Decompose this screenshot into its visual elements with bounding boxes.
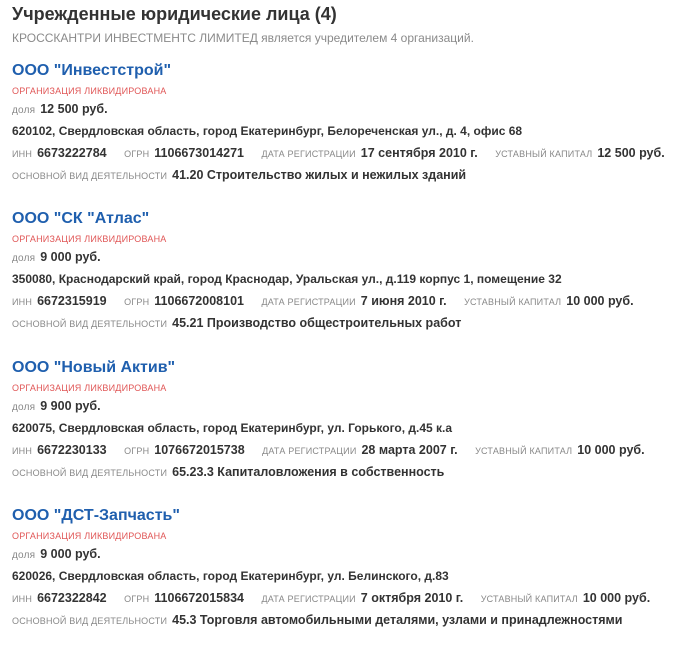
inn-label: ИНН xyxy=(12,594,33,604)
share-value: 9 900 руб. xyxy=(40,399,101,413)
share-label: доля xyxy=(12,105,36,116)
org-card xyxy=(12,357,672,483)
inn-value: 6672322842 xyxy=(37,591,107,605)
inn-value: 6673222784 xyxy=(37,146,107,160)
activity-row xyxy=(12,461,672,483)
org-address: 620102, Свердловская область, город Екатеринбург, Белореченская ул., д. 4, офис 68 xyxy=(12,124,523,138)
ogrn-value: 1106673014271 xyxy=(154,146,244,160)
share-row xyxy=(12,246,672,268)
share-row xyxy=(12,543,672,565)
org-status: ОРГАНИЗАЦИЯ ЛИКВИДИРОВАНА xyxy=(12,234,167,244)
ogrn-value: 1076672015738 xyxy=(154,443,245,457)
activity-value: 41.20 Строительство жилых и нежилых зданий xyxy=(172,168,467,182)
ogrn-label: ОГРН xyxy=(124,594,150,604)
capital-value: 10 000 руб. xyxy=(577,443,645,457)
address-row xyxy=(12,565,672,587)
ids-row xyxy=(12,142,672,164)
inn-label: ИНН xyxy=(12,297,33,307)
ogrn-value: 1106672015834 xyxy=(154,591,244,605)
reg-date-value: 17 сентября 2010 г. xyxy=(360,146,478,160)
ogrn-label: ОГРН xyxy=(124,149,150,159)
ogrn-label: ОГРН xyxy=(124,446,150,456)
capital-value: 10 000 руб. xyxy=(566,294,634,308)
reg-date-value: 7 октября 2010 г. xyxy=(360,591,464,605)
org-address: 620026, Свердловская область, город Екатеринбург, ул. Белинского, д.83 xyxy=(12,569,449,583)
ogrn-label: ОГРН xyxy=(124,297,150,307)
reg-date-value: 28 марта 2007 г. xyxy=(361,443,458,457)
address-row xyxy=(12,417,672,439)
reg-date-label: ДАТА РЕГИСТРАЦИИ xyxy=(262,446,357,456)
share-value: 12 500 руб. xyxy=(40,102,108,116)
activity-row xyxy=(12,164,672,186)
ogrn-value: 1106672008101 xyxy=(154,294,244,308)
activity-value: 65.23.3 Капиталовложения в собственность xyxy=(172,465,445,479)
reg-date-label: ДАТА РЕГИСТРАЦИИ xyxy=(261,297,356,307)
ids-row xyxy=(12,587,672,609)
org-name-link[interactable]: ООО "Новый Актив" xyxy=(12,359,176,376)
capital-value: 12 500 руб. xyxy=(597,146,665,160)
reg-date-label: ДАТА РЕГИСТРАЦИИ xyxy=(261,149,356,159)
org-address: 620075, Свердловская область, город Екатеринбург, ул. Горького, д.45 к.а xyxy=(12,421,453,435)
share-label: доля xyxy=(12,402,36,413)
org-card xyxy=(12,505,672,631)
ids-row xyxy=(12,439,672,461)
org-name-link[interactable]: ООО "СК "Атлас" xyxy=(12,210,150,227)
inn-label: ИНН xyxy=(12,149,33,159)
activity-value: 45.3 Торговля автомобильными деталями, узлами и принадлежностями xyxy=(172,613,623,627)
share-value: 9 000 руб. xyxy=(40,547,101,561)
share-label: доля xyxy=(12,253,36,264)
page-subtitle: КРОССКАНТРИ ИНВЕСТМЕНТС ЛИМИТЕД является учредителем 4 организаций. xyxy=(12,31,474,45)
activity-label: ОСНОВНОЙ ВИД ДЕЯТЕЛЬНОСТИ xyxy=(12,171,168,181)
activity-value: 45.21 Производство общестроительных работ xyxy=(172,316,462,330)
address-row xyxy=(12,120,672,142)
share-row xyxy=(12,395,672,417)
inn-value: 6672315919 xyxy=(37,294,107,308)
capital-label: УСТАВНЫЙ КАПИТАЛ xyxy=(475,446,573,456)
reg-date-label: ДАТА РЕГИСТРАЦИИ xyxy=(261,594,356,604)
org-status: ОРГАНИЗАЦИЯ ЛИКВИДИРОВАНА xyxy=(12,383,167,393)
activity-label: ОСНОВНОЙ ВИД ДЕЯТЕЛЬНОСТИ xyxy=(12,319,168,329)
page-title: Учрежденные юридические лица (4) xyxy=(12,4,337,24)
org-address: 350080, Краснодарский край, город Краснодар, Уральская ул., д.119 корпус 1, помещение 32 xyxy=(12,272,562,286)
org-status: ОРГАНИЗАЦИЯ ЛИКВИДИРОВАНА xyxy=(12,531,167,541)
org-card xyxy=(12,208,672,334)
capital-label: УСТАВНЫЙ КАПИТАЛ xyxy=(495,149,593,159)
org-status: ОРГАНИЗАЦИЯ ЛИКВИДИРОВАНА xyxy=(12,86,167,96)
activity-row xyxy=(12,312,672,334)
share-value: 9 000 руб. xyxy=(40,250,101,264)
org-card xyxy=(12,60,672,186)
share-label: доля xyxy=(12,550,36,561)
activity-row xyxy=(12,609,672,631)
reg-date-value: 7 июня 2010 г. xyxy=(360,294,447,308)
inn-value: 6672230133 xyxy=(37,443,107,457)
capital-value: 10 000 руб. xyxy=(582,591,651,605)
address-row xyxy=(12,268,672,290)
activity-label: ОСНОВНОЙ ВИД ДЕЯТЕЛЬНОСТИ xyxy=(12,468,168,478)
capital-label: УСТАВНЫЙ КАПИТАЛ xyxy=(464,297,562,307)
capital-label: УСТАВНЫЙ КАПИТАЛ xyxy=(480,594,578,604)
ids-row xyxy=(12,290,672,312)
org-name-link[interactable]: ООО "ДСТ-Запчасть" xyxy=(12,507,180,524)
activity-label: ОСНОВНОЙ ВИД ДЕЯТЕЛЬНОСТИ xyxy=(12,616,168,626)
share-row xyxy=(12,98,672,120)
org-name-link[interactable]: ООО "Инвестстрой" xyxy=(12,62,172,79)
inn-label: ИНН xyxy=(12,446,33,456)
